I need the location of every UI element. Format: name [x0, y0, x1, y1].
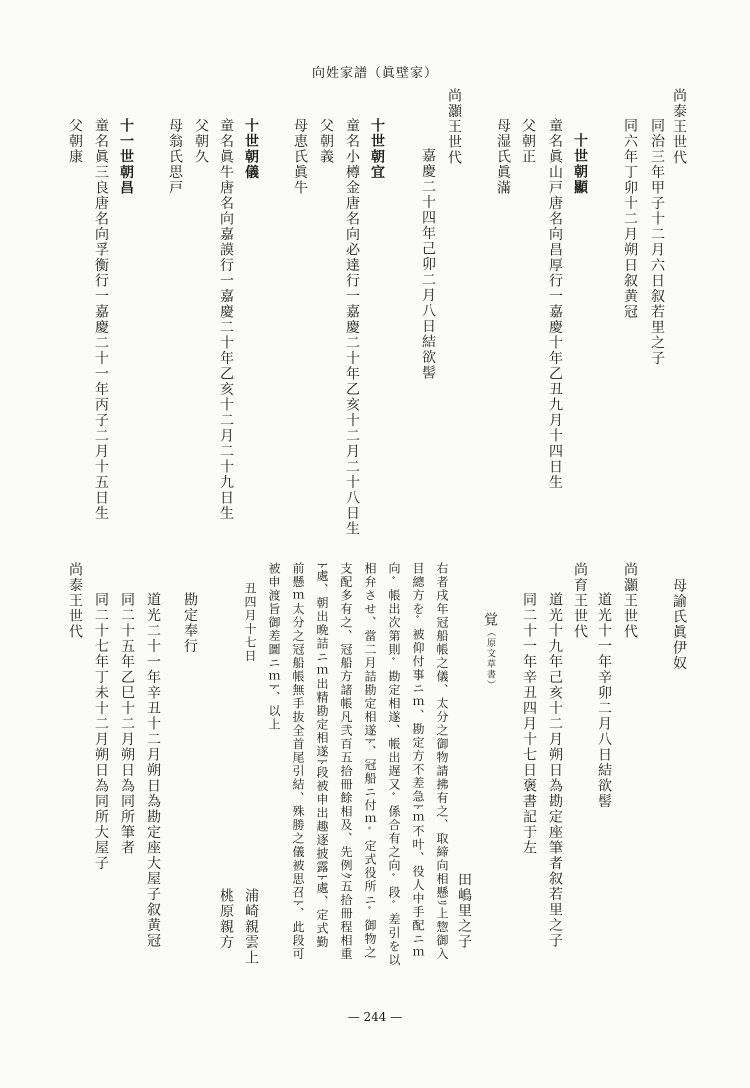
upper-col-8: 尚灝王世代: [446, 88, 462, 166]
upper-col-1: 尚泰王世代: [671, 88, 687, 166]
upper-col-17: 母翁氏思戸: [167, 118, 183, 196]
upper-col-3: 同六年丁卯十二月朔日叙黄冠: [622, 118, 638, 320]
memo-line-7: 前懸ｍ太分之冠船帳無手抜全首尾引結、殊勝之儀被思召ﾄ、此段可: [291, 562, 305, 962]
memo-recipient: 田嶋里之子: [456, 872, 472, 950]
lower-col-1: 母諭氏眞伊奴: [671, 578, 687, 671]
upper-col-7: 母湿氏眞滿: [495, 118, 511, 196]
lower-col-3: 道光十一年辛卯二月八日結欲髻: [596, 592, 612, 809]
memo-title-note: （原文草書）: [485, 627, 495, 691]
lower-col-4: 尚育王世代: [572, 562, 588, 640]
memo-signatory-1: 浦崎親雲上: [243, 888, 259, 966]
memo-title-text: 覚: [482, 612, 498, 628]
page-header-title: 向姓家譜（眞壁家）: [311, 66, 438, 81]
lower-col-19: 道光二十一年辛丑十二月朔日為勘定座大屋子叙黄冠: [145, 592, 161, 949]
upper-col-2: 同治三年甲子十二月六日叙若里之子: [649, 118, 665, 366]
page-number: — 244 —: [347, 1010, 403, 1024]
memo-line-1: 右者戌年冠船帳之儀、太分之御物請拂有之、取締向相懸ﾘ上惣御入: [435, 562, 449, 962]
upper-col-11: 童名小樽金唐名向必達行一嘉慶二十年乙亥十二月二十八日生: [344, 118, 360, 537]
upper-col-10: 十世朝宜: [369, 118, 385, 180]
upper-col-18: 十一世朝昌: [118, 118, 134, 196]
upper-col-15: 童名眞牛唐名向嘉謨行一嘉慶二十年乙亥十二月二十九日生: [218, 118, 234, 521]
memo-signatory-2: 桃原親方: [218, 888, 234, 950]
memo-title: [483, 612, 497, 691]
upper-col-19: 童名眞三良唐名向孚衡行一嘉慶二十一年丙子二月十五日生: [93, 118, 109, 521]
memo-line-8: 被申渡旨御差圖ニｍﾄ、以上: [267, 562, 281, 732]
upper-col-5: 童名眞山戸唐名向昌厚行一嘉慶十年乙丑九月十四日生: [547, 118, 563, 490]
memo-office: 勘定奉行: [182, 592, 198, 654]
memo-line-4: 相弁させ、當二月詰勘定相遂ﾄ、冠船ニ付ｍﾞ定式役所ニﾞ御物之: [363, 562, 377, 960]
upper-col-9: 嘉慶二十四年己卯二月八日結欲髻: [420, 148, 436, 381]
memo-line-3: 向ﾞ帳出次第則ﾞ勘定相遂、帳出遅又ﾞ係合有之向ﾞ段ﾞ差引を以: [387, 562, 401, 967]
memo-line-2: 目總方をﾞ被仰付事ニｍ、勘定方不差急ﾄｍ不叶、役人中手配ニｍ: [411, 562, 425, 960]
memo-line-6: ﾄ處、朝出晩詰ニｍ出精勘定相遂ﾄ段被申出趣逐披露ﾄ處、定式勤: [315, 562, 329, 950]
lower-col-6: 同二十一年辛丑四月十七日褒書記于左: [521, 592, 537, 856]
memo-line-5: 支配多有之、冠船方諸帳凡弐百五拾冊餘相及、先例ｸ五拾冊程相重: [339, 562, 353, 962]
upper-col-4: 十世朝顯: [572, 133, 588, 195]
upper-col-16: 父朝久: [193, 118, 209, 165]
upper-col-13: 母恵氏眞牛: [292, 118, 308, 196]
lower-col-5: 道光十九年己亥十二月朔日為勘定座筆者叙若里之子: [547, 592, 563, 949]
upper-col-12: 父朝義: [318, 118, 334, 165]
upper-col-20: 父朝康: [67, 118, 83, 165]
upper-col-6: 父朝正: [520, 118, 536, 165]
memo-date: 丑四月十七日: [243, 582, 257, 663]
lower-col-21: 同二十七年丁未十二月朔日為同所大屋子: [93, 592, 109, 871]
lower-col-2: 尚灝王世代: [622, 562, 638, 640]
upper-col-14: 十世朝儀: [243, 118, 259, 180]
lower-col-22: 尚泰王世代: [67, 562, 83, 640]
lower-col-20: 同二十五年乙巳十二月朔日為同所筆者: [119, 592, 135, 856]
